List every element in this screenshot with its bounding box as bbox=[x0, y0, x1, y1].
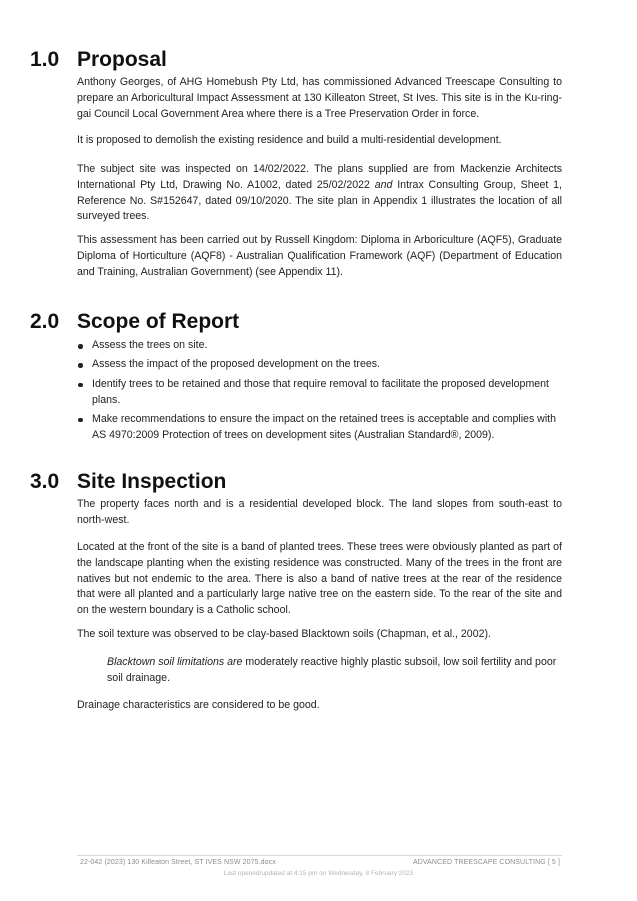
bullet-icon bbox=[78, 418, 83, 423]
section-heading-scope bbox=[30, 310, 239, 334]
block-quote bbox=[107, 655, 562, 687]
section-title: Scope of Report bbox=[77, 310, 240, 333]
bullet-icon bbox=[78, 344, 83, 349]
list-item bbox=[77, 357, 562, 373]
paragraph: Drainage characteristics are considered to be good. bbox=[77, 699, 320, 711]
bullet-list bbox=[77, 338, 562, 447]
footer-last-updated: Last opened/updated at 4:15 pm on Wednesday, 8 February 2023 bbox=[223, 870, 414, 877]
footer-company-page: ADVANCED TREESCAPE CONSULTING [ 5 ] bbox=[412, 859, 560, 866]
section-heading-proposal bbox=[30, 48, 167, 72]
text-run: Intrax Consulting Group, Sheet 1, Reference No. S#152647, dated 09/10/2020. The site plan in Appendix 1 illustrates the location of all surveyed trees. bbox=[77, 178, 562, 223]
list-item-text: Make recommendations to ensure the impact on the retained trees is acceptable and complies with AS 4970:2009 Protection of trees on development sites (Australian Standard®, 2009). bbox=[92, 412, 557, 441]
paragraph: The property faces north and is a residential developed block. The land slopes from south-east to north-west. bbox=[77, 498, 562, 526]
section-title: Proposal bbox=[77, 48, 167, 71]
list-item bbox=[77, 377, 562, 409]
bullet-icon bbox=[78, 363, 83, 368]
section-number: 1.0 bbox=[30, 48, 60, 71]
bullet-icon bbox=[78, 383, 83, 388]
section-number: 2.0 bbox=[30, 310, 60, 333]
emphasis-text: Blacktown soil limitations are bbox=[107, 656, 243, 668]
section-heading-site-inspection bbox=[30, 470, 226, 494]
paragraph: The soil texture was observed to be clay-based Blacktown soils (Chapman, et al., 2002). bbox=[77, 628, 491, 640]
paragraph: This assessment has been carried out by Russell Kingdom: Diploma in Arboriculture (AQF5), Graduate Diploma of Horticulture (AQF8) - Australian Qualification Framework (AQF) (Department of Education and Training, Australian Government) (see Appendix 11). bbox=[77, 234, 562, 278]
paragraph: Anthony Georges, of AHG Homebush Pty Ltd, has commissioned Advanced Treescape Consulting to prepare an Arboricultural Impact Assessment at 130 Killeaton Street, St Ives. This site is in the Ku-ring-gai Council Local Government Area where there is a Tree Preservation Order in force. bbox=[77, 76, 562, 120]
footer-divider bbox=[77, 855, 562, 856]
list-item-text: Identify trees to be retained and those that require removal to facilitate the proposed development plans. bbox=[92, 377, 549, 406]
list-item-text: Assess the impact of the proposed development on the trees. bbox=[92, 358, 380, 371]
paragraph: It is proposed to demolish the existing residence and build a multi-residential development. bbox=[77, 134, 502, 146]
paragraph bbox=[77, 162, 562, 225]
footer-filename: 22-042 (2023) 130 Killeaton Street, ST IVES NSW 2075.docx bbox=[80, 859, 276, 866]
list-item-text: Assess the trees on site. bbox=[92, 339, 208, 351]
section-number: 3.0 bbox=[30, 470, 60, 493]
text-run: The subject site was inspected on 14/02/2022. The plans supplied are from Mackenzie Architects International Pty Ltd, Drawing No. A1002, dated 25/02/2022 bbox=[77, 163, 562, 191]
list-item bbox=[77, 338, 562, 354]
paragraph: Located at the front of the site is a band of planted trees. These trees were obviously planted as part of the landscape planting when the existing residence was constructed. Many of the trees in the front are natives but not endemic to the area. There is also a band of native trees at the rear of the residence that were all planted and a particularly large native tree on the eastern side. To the rear of the site and on the western boundary is a Catholic school. bbox=[77, 541, 562, 617]
section-title: Site Inspection bbox=[77, 470, 227, 493]
text-run: moderately reactive highly plastic subsoil, low soil fertility and poor soil drainage. bbox=[107, 656, 557, 684]
emphasis-text: and bbox=[374, 178, 393, 191]
list-item bbox=[77, 412, 562, 444]
